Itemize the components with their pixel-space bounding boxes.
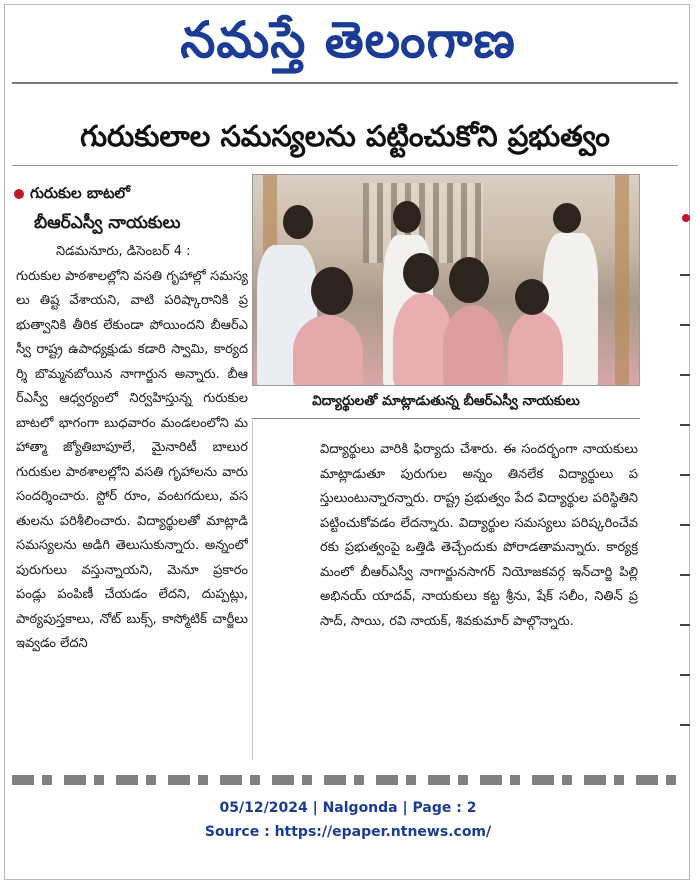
photo-student [443, 305, 503, 386]
article-dateline: నిడమనూరు, డిసెంబర్ 4 : [56, 244, 191, 259]
text-fragment [680, 374, 690, 376]
footer-separator: | [402, 800, 413, 816]
footer-edition: Nalgonda [322, 800, 398, 816]
caption-rule [252, 418, 640, 419]
kicker-text: గురుకుల బాటలో [30, 184, 130, 202]
photo-caption: విద్యార్థులతో మాట్లాడుతున్న బీఆర్ఎస్వీ నాయకులు [312, 393, 580, 409]
text-fragment [680, 724, 690, 726]
text-fragment [680, 574, 690, 576]
footer-source[interactable]: Source : https://epaper.ntnews.com/ [204, 824, 492, 840]
article-kicker [14, 180, 249, 206]
photo-student-head [449, 257, 489, 303]
text-fragment [680, 324, 690, 326]
newspaper-masthead: నమస్తే తెలంగాణ [180, 11, 516, 69]
text-fragment [680, 624, 690, 626]
footer-date: 05/12/2024 [219, 800, 308, 816]
photo-student-head [403, 253, 439, 293]
photo-person-head [393, 201, 421, 233]
footer-meta-line [0, 796, 696, 820]
photo-person-head [283, 205, 313, 239]
bullet-dot-icon [682, 214, 690, 222]
article-headline: గురుకులాల సమస్యలను పట్టించుకోని ప్రభుత్వం [80, 119, 610, 153]
footer-page: Page : 2 [412, 800, 477, 816]
article-body-left [16, 240, 248, 765]
photo-student-head [515, 279, 549, 315]
photo-student-head [311, 267, 353, 315]
text-fragment [680, 474, 690, 476]
headline-rule [12, 165, 678, 166]
text-fragment [680, 524, 690, 526]
adjacent-article-fragment [676, 174, 690, 774]
text-fragment [680, 674, 690, 676]
photo-person-head [553, 203, 581, 233]
photo-pillar [615, 175, 629, 386]
next-article-cut-edge [12, 775, 678, 785]
article-subhead: బీఆర్ఎస్వీ నాయకులు [34, 213, 181, 233]
article-photo [252, 174, 640, 386]
masthead-rule [12, 82, 678, 84]
article-body-right: విద్యార్థులు వారికి ఫిర్యాదు చేశారు. ఈ సందర్భంగా నాయకులు మాట్లాడుతూ పురుగుల అన్నం తినలేక విద్యార్థులు పస్తులుంటున్నారన్నారు. రాష్ట్ర ప్రభుత్వం పేద విద్యార్థుల పరిస్థితిని పట్టించుకోవడం లేదన్నారు. విద్యార్థుల సమస్యలు పరిష్కరించేవరకు ప్రభుత్వంపై ఒత్తిడి తెచ్చేందుకు పోరాడతామన్నారు. కార్యక్రమంలో బీఆర్ఎస్వీ నాగార్జునసాగర్ నియోజకవర్గ ఇన్‌చార్జి పిల్లి అభినయ్ యాదవ్, నాయకులు కట్ట శ్రీను, షేక్ సలీం, నితిన్ ప్రసాద్, సాయి, రవి నాయక్, శివకుమార్ పాల్గొన్నారు. [320, 442, 638, 629]
footer-separator: | [312, 800, 323, 816]
photo-student [508, 311, 563, 386]
photo-student [293, 315, 363, 386]
text-fragment [680, 424, 690, 426]
clipping-footer [0, 796, 696, 844]
article-body-left-text: గురుకుల పాఠశాలల్లోని వసతి గృహాల్లో సమస్యలు తిష్ట వేశాయని, వాటి పరిష్కారానికి ప్రభుత్వానికి తీరిక లేకుండా పోయిందని బీఆర్ఎస్వీ రాష్ట్ర ఉపాధ్యక్షుడు కడారి స్వామి, కార్యదర్శి బొమ్మనబోయిన నాగార్జున అన్నారు. బీఆర్ఎస్వీ ఆధ్వర్యంలో నిర్వహిస్తున్న గురుకుల బాటలో భాగంగా బుధవారం మండలంలోని మహాత్మా జ్యోతిబాపూలే, మైనారిటీ బాలుర గురుకుల పాఠశాలల్లోని వసతి గృహాలను వారు సందర్శించారు. స్టోర్ రూం, వంటగదులు, వసతులను పరిశీలించారు. విద్యార్థులతో మాట్లాడి సమస్యలను అడిగి తెలుసుకున్నారు. అన్నంలో పురుగులు వస్తున్నాయని, మెనూ ప్రకారం పండ్లు పంపిణీ చేయడం లేదని, దుప్పట్లు, పాఠ్యపుస్తకాలు, నోట్ బుక్స్, కాస్మోటిక్ చార్జీలు ఇవ్వడం లేదని [16, 268, 248, 651]
text-fragment [680, 274, 690, 276]
bullet-dot-icon [14, 189, 24, 199]
column-separator [252, 420, 253, 760]
